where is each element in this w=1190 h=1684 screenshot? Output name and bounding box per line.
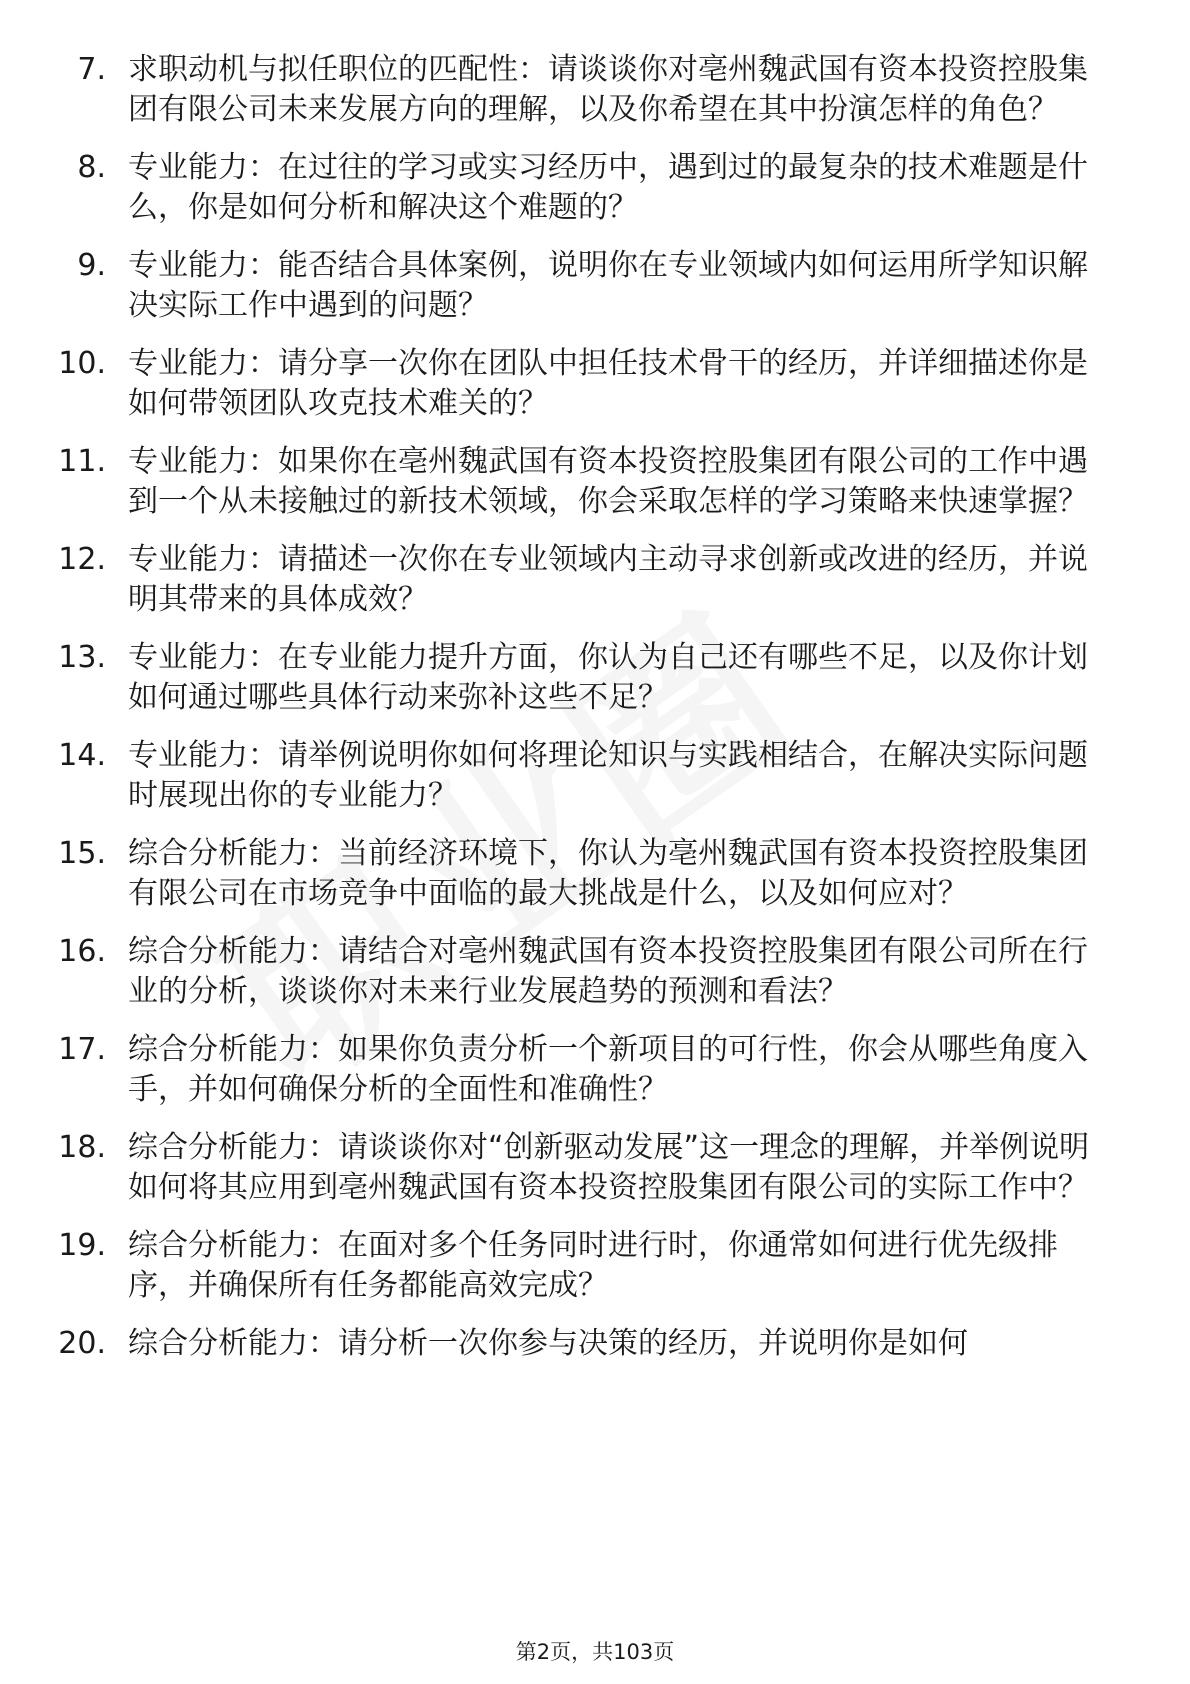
list-item: [0, 148, 1190, 228]
list-item: [0, 932, 1190, 1012]
item-text: 综合分析能力：请结合对亳州魏武国有资本投资控股集团有限公司所在行业的分析，谈谈你对未来行业发展趋势的预测和看法？: [128, 934, 1088, 1009]
list-item: [0, 246, 1190, 326]
item-text: 综合分析能力：请谈谈你对“创新驱动发展”这一理念的理解，并举例说明如何将其应用到亳州魏武国有资本投资控股集团有限公司的实际工作中？: [128, 1130, 1090, 1205]
item-number: 14.: [58, 738, 106, 773]
item-number: 15.: [58, 836, 106, 871]
list-item: [0, 1324, 1190, 1364]
item-number: 19.: [58, 1228, 106, 1263]
list-item: [0, 50, 1190, 130]
item-number: 7.: [77, 52, 106, 87]
list-item: [0, 442, 1190, 522]
list-item: [0, 638, 1190, 718]
item-text: 综合分析能力：如果你负责分析一个新项目的可行性，你会从哪些角度入手，并如何确保分析的全面性和准确性？: [128, 1032, 1088, 1107]
list-item: [0, 344, 1190, 424]
item-number: 10.: [58, 346, 106, 381]
item-text: 综合分析能力：请分析一次你参与决策的经历，并说明你是如何: [128, 1326, 968, 1361]
list-item: [0, 1226, 1190, 1306]
item-number: 8.: [77, 150, 106, 185]
item-number: 16.: [58, 934, 106, 969]
list-item: [0, 540, 1190, 620]
item-number: 20.: [58, 1326, 106, 1361]
item-number: 17.: [58, 1032, 106, 1067]
item-text: 专业能力：在过往的学习或实习经历中，遇到过的最复杂的技术难题是什么，你是如何分析和解决这个难题的？: [128, 150, 1088, 225]
item-text: 综合分析能力：当前经济环境下，你认为亳州魏武国有资本投资控股集团有限公司在市场竞争中面临的最大挑战是什么，以及如何应对？: [128, 836, 1088, 911]
item-text: 专业能力：在专业能力提升方面，你认为自己还有哪些不足，以及你计划如何通过哪些具体行动来弥补这些不足？: [128, 640, 1088, 715]
list-item: [0, 1030, 1190, 1110]
item-number: 11.: [58, 444, 106, 479]
question-list: [0, 50, 1190, 1382]
item-text: 专业能力：如果你在亳州魏武国有资本投资控股集团有限公司的工作中遇到一个从未接触过的新技术领域，你会采取怎样的学习策略来快速掌握？: [128, 444, 1088, 519]
item-text: 专业能力：请分享一次你在团队中担任技术骨干的经历，并详细描述你是如何带领团队攻克技术难关的？: [128, 346, 1088, 421]
item-text: 综合分析能力：在面对多个任务同时进行时，你通常如何进行优先级排序，并确保所有任务都能高效完成？: [128, 1228, 1058, 1303]
item-number: 18.: [58, 1130, 106, 1165]
item-text: 求职动机与拟任职位的匹配性：请谈谈你对亳州魏武国有资本投资控股集团有限公司未来发展方向的理解，以及你希望在其中扮演怎样的角色？: [128, 52, 1088, 127]
list-item: [0, 834, 1190, 914]
page-number: 第2页，共103页: [515, 1640, 675, 1664]
list-item: [0, 1128, 1190, 1208]
item-text: 专业能力：请描述一次你在专业领域内主动寻求创新或改进的经历，并说明其带来的具体成效？: [128, 542, 1088, 617]
item-text: 专业能力：能否结合具体案例，说明你在专业领域内如何运用所学知识解决实际工作中遇到的问题？: [128, 248, 1088, 323]
item-number: 12.: [58, 542, 106, 577]
item-text: 专业能力：请举例说明你如何将理论知识与实践相结合，在解决实际问题时展现出你的专业能力？: [128, 738, 1088, 813]
list-item: [0, 736, 1190, 816]
item-number: 13.: [58, 640, 106, 675]
item-number: 9.: [77, 248, 106, 283]
